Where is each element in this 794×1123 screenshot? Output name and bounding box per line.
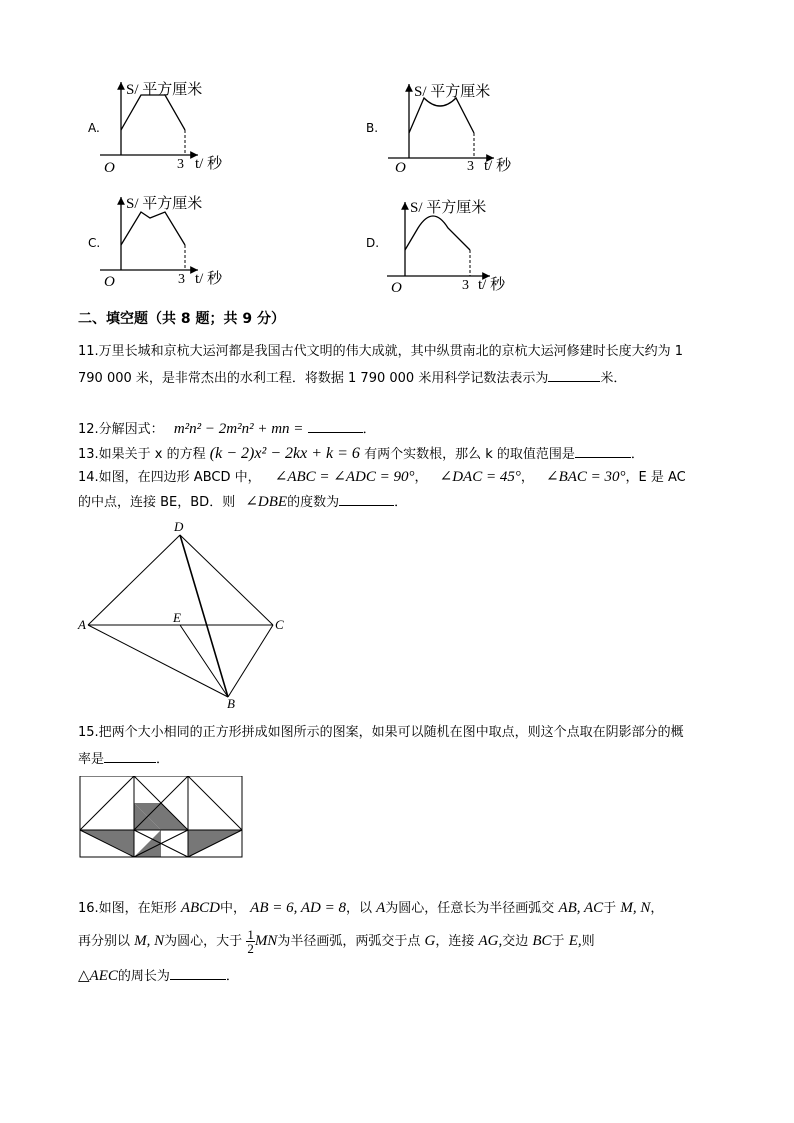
q14-cond3: ∠BAC = 30° bbox=[546, 469, 626, 485]
q11-line1: 11.万里长城和京杭大运河都是我国古代文明的伟大成就，其中纵贯南北的京杭大运河修建时长度大约为 1 bbox=[78, 344, 684, 359]
q15-line1: 15.把两个大小相同的正方形拼成如图所示的图案，如果可以随机在图中取点，则这个点取在阴影部分的概 bbox=[78, 725, 684, 740]
q14-line2-text: 的中点，连接 BE，BD．则 bbox=[78, 495, 236, 510]
q16-l1-d: 为圆心，任意长为半径画弧交 bbox=[385, 901, 555, 916]
q12 bbox=[78, 418, 376, 440]
graph-a-origin: O bbox=[104, 160, 115, 176]
q12-answer-blank[interactable] bbox=[308, 418, 363, 433]
graph-c-x-label: t/ 秒 bbox=[195, 271, 223, 287]
graph-options bbox=[0, 0, 794, 300]
graph-d-origin: O bbox=[391, 280, 402, 296]
q14-line2-b: 的度数为 bbox=[287, 495, 340, 510]
option-c-letter[interactable]: C. bbox=[88, 236, 101, 250]
graph-c bbox=[100, 195, 223, 290]
graph-c-y-label: S/ 平方厘米 bbox=[126, 196, 203, 212]
graph-b bbox=[388, 83, 512, 176]
q13-expr: (k − 2)x² − 2kx + k = 6 bbox=[209, 445, 360, 462]
q14-label-c: C bbox=[275, 617, 284, 632]
graph-d-x-label: t/ 秒 bbox=[478, 277, 506, 293]
q14-label-b: B bbox=[227, 696, 235, 711]
option-b-letter[interactable]: B. bbox=[366, 121, 379, 135]
q14-cond2: ∠DAC = 45° bbox=[439, 469, 521, 485]
q14-seg-cb bbox=[228, 625, 273, 697]
q14-answer-blank[interactable] bbox=[339, 491, 394, 506]
graph-d-curve bbox=[405, 216, 470, 250]
graph-b-origin: O bbox=[395, 160, 406, 176]
q16-ab-ac: AB, AC bbox=[558, 900, 604, 916]
q16-line1 bbox=[78, 898, 663, 919]
q14-label-d: D bbox=[174, 519, 184, 534]
q16-rect: ABCD bbox=[180, 900, 220, 916]
graph-b-y-label: S/ 平方厘米 bbox=[414, 84, 491, 100]
q14-figure bbox=[70, 515, 300, 715]
q15-line2 bbox=[78, 748, 169, 770]
q16-line2 bbox=[78, 928, 595, 954]
q14-line2 bbox=[78, 491, 407, 513]
q12-suffix: ． bbox=[362, 422, 376, 437]
graph-a-tick: 3 bbox=[177, 157, 184, 172]
q13-answer-blank[interactable] bbox=[575, 443, 631, 458]
q16-cond: AB = 6, AD = 8 bbox=[250, 900, 346, 916]
graph-c-origin: O bbox=[104, 274, 115, 290]
q14-seg-ab bbox=[88, 625, 228, 697]
q16-frac-den: 2 bbox=[247, 941, 254, 956]
q16-triangle: △AEC bbox=[78, 968, 118, 984]
q16-l2-b: 为圆心，大于 bbox=[164, 934, 243, 949]
q16-l3-a: 的周长为 bbox=[117, 969, 170, 984]
q16-answer-blank[interactable] bbox=[170, 965, 226, 980]
section-heading: 二、填空题（共 8 题；共 9 分） bbox=[78, 311, 285, 327]
q14-cond1: ∠ABC = ∠ADC = 90° bbox=[274, 469, 415, 485]
q16-l1-a: 16.如图，在矩形 bbox=[78, 901, 177, 916]
graph-a-curve bbox=[121, 95, 185, 130]
q16-l2-bc: BC bbox=[532, 933, 552, 949]
option-a-letter[interactable]: A. bbox=[88, 121, 100, 135]
q14-line1: 14.如图，在四边形 ABCD 中， ∠ABC = ∠ADC = 90°， ∠DAC = 45°， ∠BAC = 30°，E 是 AC bbox=[78, 469, 686, 485]
q11-answer-blank[interactable] bbox=[548, 367, 600, 382]
graph-d bbox=[387, 199, 506, 296]
q11-unit: 米． bbox=[600, 371, 627, 386]
q14-seg-eb bbox=[180, 625, 228, 697]
graph-b-curve bbox=[409, 98, 474, 133]
q11-line2 bbox=[78, 367, 626, 389]
q13-prefix: 13.如果关于 x 的方程 bbox=[78, 447, 206, 462]
q16-l1-b: 中， bbox=[220, 901, 247, 916]
q14-tail1: ，E 是 AC bbox=[625, 470, 686, 485]
q15-shade-bottom-mid bbox=[134, 830, 161, 857]
q14-prefix: 14.如图，在四边形 ABCD 中， bbox=[78, 470, 261, 485]
q16-l2-g: G bbox=[424, 933, 436, 949]
q16-line3 bbox=[78, 965, 239, 987]
q15-answer-blank[interactable] bbox=[104, 748, 156, 763]
graph-c-tick: 3 bbox=[178, 272, 185, 287]
q14-label-e: E bbox=[173, 610, 181, 625]
q16-l2-MN: MN bbox=[254, 933, 278, 949]
q16-l1-c: ，以 bbox=[345, 901, 372, 916]
q16-frac-num: 1 bbox=[247, 927, 254, 942]
q16-l1-f: ， bbox=[650, 901, 664, 916]
graph-d-y-label: S/ 平方厘米 bbox=[410, 200, 487, 216]
q13 bbox=[78, 443, 644, 465]
q16-l2-g-txt: 则 bbox=[581, 934, 595, 949]
q12-expr: m²n² − 2m²n² + mn = bbox=[173, 421, 304, 437]
q16-l1-e: 于 bbox=[603, 901, 617, 916]
q14-angle: ∠DBE bbox=[245, 494, 288, 510]
q12-prefix: 12.分解因式： bbox=[78, 422, 164, 437]
graph-a bbox=[100, 81, 223, 176]
q16-l2-d: ，连接 bbox=[435, 934, 475, 949]
q13-mid: 有两个实数根，那么 k 的取值范围是 bbox=[364, 447, 575, 462]
q11-text: 790 000 米，是非常杰出的水利工程．将数据 1 790 000 米用科学记数法表示为 bbox=[78, 371, 549, 386]
q14-seg-ad bbox=[88, 535, 180, 625]
q15-text: 率是 bbox=[78, 752, 105, 767]
q16-a: A bbox=[376, 900, 386, 916]
q16-l2-e-pt: E, bbox=[568, 933, 582, 949]
q16-fraction bbox=[246, 928, 255, 955]
graph-a-x-label: t/ 秒 bbox=[195, 156, 223, 172]
q14-label-a: A bbox=[78, 617, 86, 632]
q15-suffix: ． bbox=[156, 752, 170, 767]
q16-l2-a: 再分别以 bbox=[78, 934, 131, 949]
q16-l2-ag: AG, bbox=[478, 933, 503, 949]
q16-l2-e: 交边 bbox=[502, 934, 529, 949]
graph-d-tick: 3 bbox=[462, 278, 469, 293]
graph-b-tick: 3 bbox=[467, 159, 474, 174]
q16-mn: M, N bbox=[620, 900, 651, 916]
q16-l2-f: 于 bbox=[551, 934, 565, 949]
q14-suffix: ． bbox=[394, 495, 408, 510]
q16-l2-c: 为半径画弧，两弧交于点 bbox=[277, 934, 421, 949]
q16-suffix: ． bbox=[225, 969, 239, 984]
option-d-letter[interactable]: D. bbox=[366, 236, 380, 250]
q15-figure bbox=[76, 776, 246, 866]
graph-b-x-label: t/ 秒 bbox=[484, 158, 512, 174]
q14-seg-db bbox=[180, 535, 228, 697]
graph-a-y-label: S/ 平方厘米 bbox=[126, 82, 203, 98]
q16-l2-mn: M, N bbox=[134, 933, 165, 949]
q13-suffix: ． bbox=[630, 447, 644, 462]
graph-c-curve bbox=[121, 212, 185, 245]
